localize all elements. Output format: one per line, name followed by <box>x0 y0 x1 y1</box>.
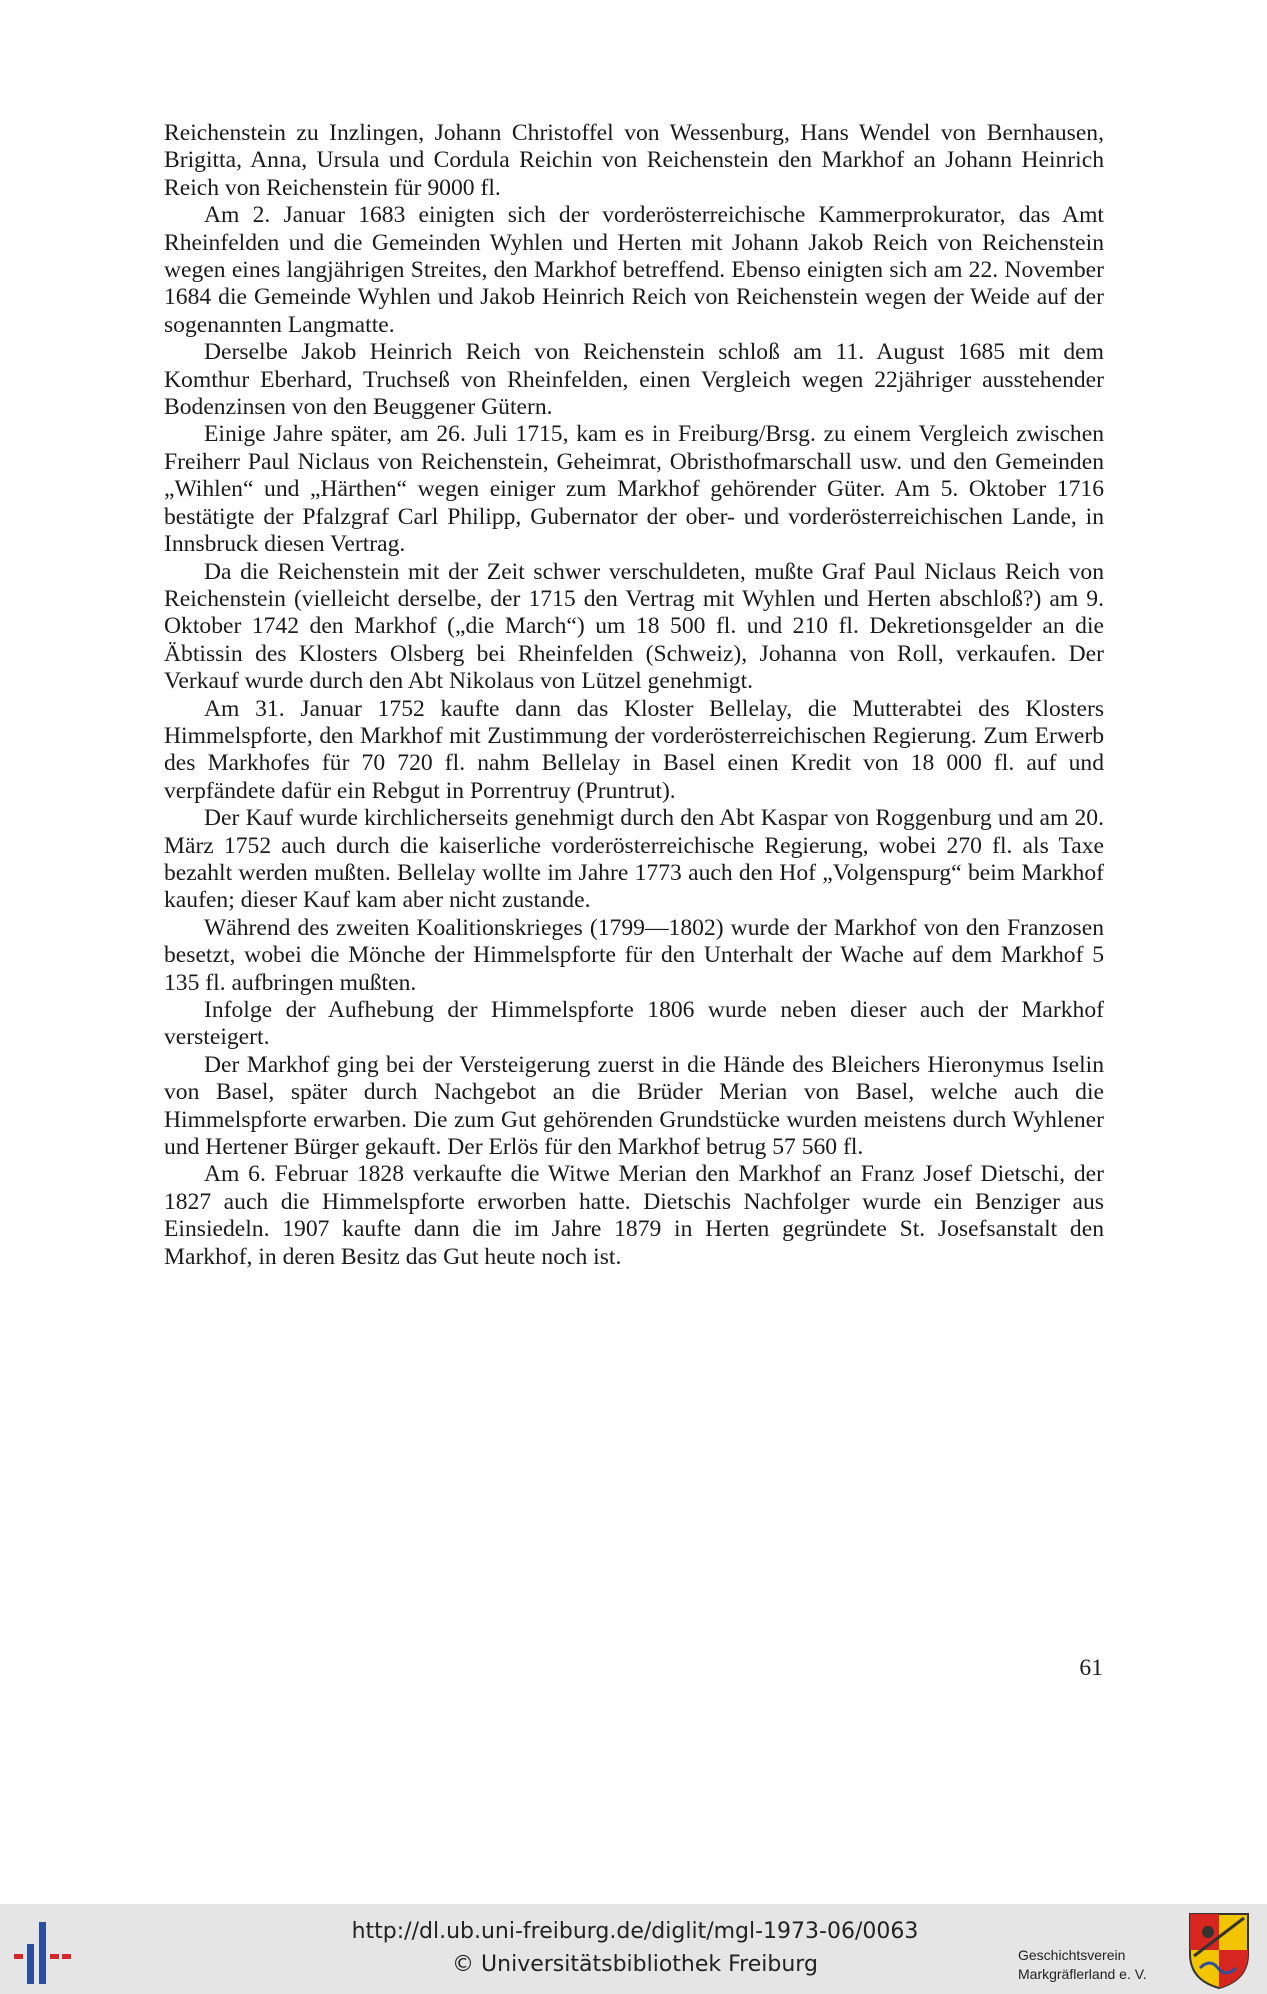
viewer-footer <box>0 1904 1267 1994</box>
paragraph: Der Markhof ging bei der Versteigerung zuerst in die Hände des Bleichers Hieronymus Iselin von Basel, später durch Nachgebot an die Brüder Merian von Basel, welche auch die Himmelspforte erwarben. Die zum Gut gehörenden Grundstücke wurden meistens durch Wyhlener und Hertener Bürger gekauft. Der Erlös für den Markhof betrug 57 560 fl. <box>164 1051 1104 1161</box>
paragraph: Am 6. Februar 1828 verkaufte die Witwe Merian den Markhof an Franz Josef Dietschi, der 1827 auch die Himmelspforte erworben hatte. Dietschis Nachfolger wurde ein Benziger aus Einsiedeln. 1907 kaufte dann die im Jahre 1879 in Herten gegründete St. Josefsanstalt den Markhof, in deren Besitz das Gut heute noch ist. <box>164 1161 1104 1270</box>
paragraph: Der Kauf wurde kirchlicherseits genehmigt durch den Abt Kaspar von Roggenburg und am 20. März 1752 auch durch die kaiserliche vorderösterreichische Regierung, wobei 270 fl. als Taxe bezahlt werden mußten. Bellelay wollte im Jahre 1773 auch den Hof „Volgenspurg“ beim Markhof kaufen; dieser Kauf kam aber nicht zustande. <box>164 805 1104 914</box>
library-logo-icon[interactable] <box>12 1914 84 1988</box>
footer-copyright: © Universitätsbibliothek Freiburg <box>452 1952 818 1977</box>
society-name-line1: Geschichtsverein <box>1018 1947 1126 1963</box>
paragraph: Am 31. Januar 1752 kaufte dann das Kloster Bellelay, die Mutterabtei des Klosters Himmelspforte, den Markhof mit Zustimmung der vorderösterreichischen Regierung. Zum Erwerb des Markhofes für 70 720 fl. nahm Bellelay in Basel einen Kredit von 18 000 fl. auf und verpfändete dafür ein Rebgut in Porrentruy (Pruntrut). <box>164 695 1104 804</box>
paragraph: Infolge der Aufhebung der Himmelspforte 1806 wurde neben dieser auch der Markhof versteigert. <box>164 997 1104 1051</box>
footer-citation <box>250 1916 1020 1982</box>
paragraph: Am 2. Januar 1683 einigten sich der vorderösterreichische Kammerprokurator, das Amt Rheinfelden und die Gemeinden Wyhlen und Herten mit Johann Jakob Reich von Reichenstein wegen eines langjährigen Streites, den Markhof betreffend. Ebenso einigten sich am 22. November 1684 die Gemeinde Wyhlen und Jakob Heinrich Reich von Reichenstein wegen der Weide auf der sogenannten Langmatte. <box>164 202 1104 338</box>
paragraph: Da die Reichenstein mit der Zeit schwer verschuldeten, mußte Graf Paul Niclaus Reich von Reichenstein (vielleicht derselbe, der 1715 den Vertrag mit Wyhlen und Herten abschloß?) am 9. Oktober 1742 den Markhof („die March“) um 18 500 fl. und 210 fl. Dekretionsgelder an die Äbtissin des Klosters Olsberg bei Rheinfelden (Schweiz), Johanna von Roll, verkaufen. Der Verkauf wurde durch den Abt Nikolaus von Lützel genehmigt. <box>164 558 1104 695</box>
society-name <box>1018 1946 1178 1984</box>
society-name-line2: Markgräflerland e. V. <box>1018 1966 1147 1982</box>
page-number: 61 <box>1079 1655 1103 1681</box>
paragraph: Während des zweiten Koalitionskrieges (1799—1802) wurde der Markhof von den Franzosen besetzt, wobei die Mönche der Himmelspforte für den Unterhalt der Wache auf dem Markhof 5 135 fl. aufbringen mußten. <box>164 914 1104 996</box>
paragraph: Derselbe Jakob Heinrich Reich von Reichenstein schloß am 11. August 1685 mit dem Komthur Eberhard, Truchseß von Rheinfelden, einen Vergleich wegen 22jähriger ausstehender Bodenzinsen von den Beuggener Gütern. <box>164 339 1104 421</box>
coat-of-arms-icon[interactable] <box>1186 1910 1252 1990</box>
paragraph: Reichenstein zu Inzlingen, Johann Christoffel von Wessenburg, Hans Wendel von Bernhausen, Brigitta, Anna, Ursula und Cordula Reichin von Reichenstein den Markhof an Johann Heinrich Reich von Reichenstein für 9000 fl. <box>164 120 1104 201</box>
paragraph: Einige Jahre später, am 26. Juli 1715, kam es in Freiburg/Brsg. zu einem Vergleich zwischen Freiherr Paul Niclaus von Reichenstein, Geheimrat, Obristhofmarschall usw. und den Gemeinden „Wihlen“ und „Härthen“ wegen einiger zum Markhof gehörender Güter. Am 5. Oktober 1716 bestätigte der Pfalzgraf Carl Philipp, Gubernator der ober- und vorderösterreichischen Lande, in Innsbruck diesen Vertrag. <box>164 421 1104 558</box>
document-body <box>164 120 1104 1271</box>
footer-url-link[interactable]: http://dl.ub.uni-freiburg.de/diglit/mgl-1973-06/0063 <box>351 1919 919 1944</box>
